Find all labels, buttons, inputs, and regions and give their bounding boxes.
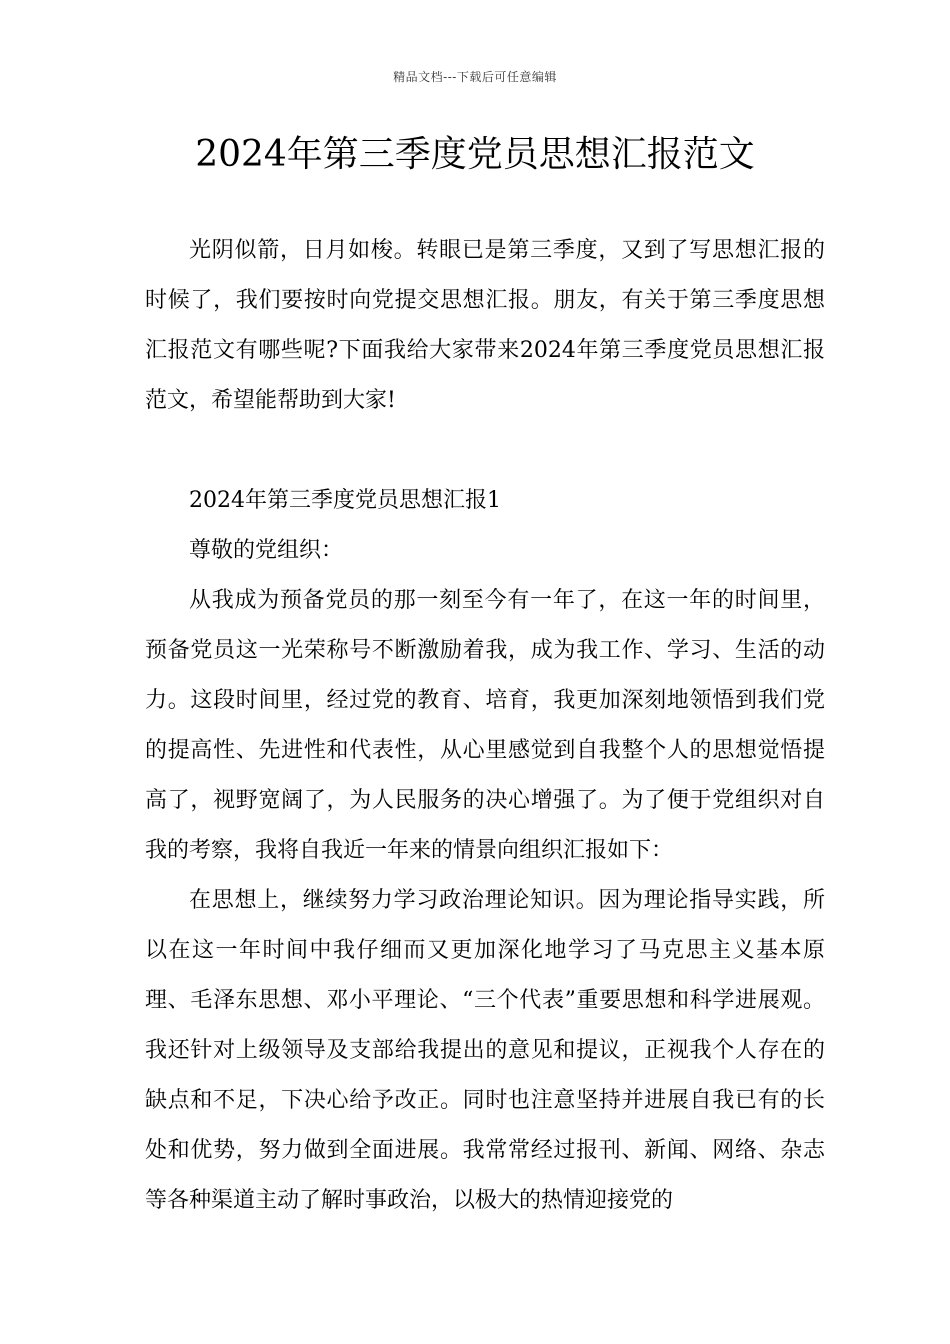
page-header: 精品文档---下载后可任意编辑 <box>393 70 557 84</box>
section-subtitle: 2024年第三季度党员思想汇报1 <box>189 488 501 513</box>
body-paragraph-1: 从我成为预备党员的那一刻至今有一年了，在这一年的时间里，预备党员这一光荣称号不断激励着我，成为我工作、学习、生活的动力。这段时间里，经过党的教育、培育，我更加深刻地领悟到我们党的提高性、先进性和代表性，从心里感觉到自我整个人的思想觉悟提高了，视野宽阔了，为人民服务的决心增强了。为了便于党组织对自我的考察，我将自我近一年来的情景向组织汇报如下： <box>145 588 825 863</box>
body-paragraph-2: 在思想上，继续努力学习政治理论知识。因为理论指导实践，所以在这一年时间中我仔细而又更加深化地学习了马克思主义基本原理、毛泽东思想、邓小平理论、“三个代表”重要思想和科学进展观。我还针对上级领导及支部给我提出的意见和提议，正视我个人存在的缺点和不足，下决心给予改正。同时也注意坚持并进展自我已有的长处和优势，努力做到全面进展。我常常经过报刊、新闻、网络、杂志等各种渠道主动了解时事政治，以极大的热情迎接党的 <box>145 888 825 1213</box>
document-title: 2024年第三季度党员思想汇报范文 <box>195 134 755 175</box>
intro-paragraph: 光阴似箭，日月如梭。转眼已是第三季度，又到了写思想汇报的时候了，我们要按时向党提交思想汇报。朋友，有关于第三季度思想汇报范文有哪些呢?下面我给大家带来2024年第三季度党员思想汇报范文，希望能帮助到大家! <box>145 238 825 413</box>
salutation: 尊敬的党组织： <box>189 538 344 563</box>
